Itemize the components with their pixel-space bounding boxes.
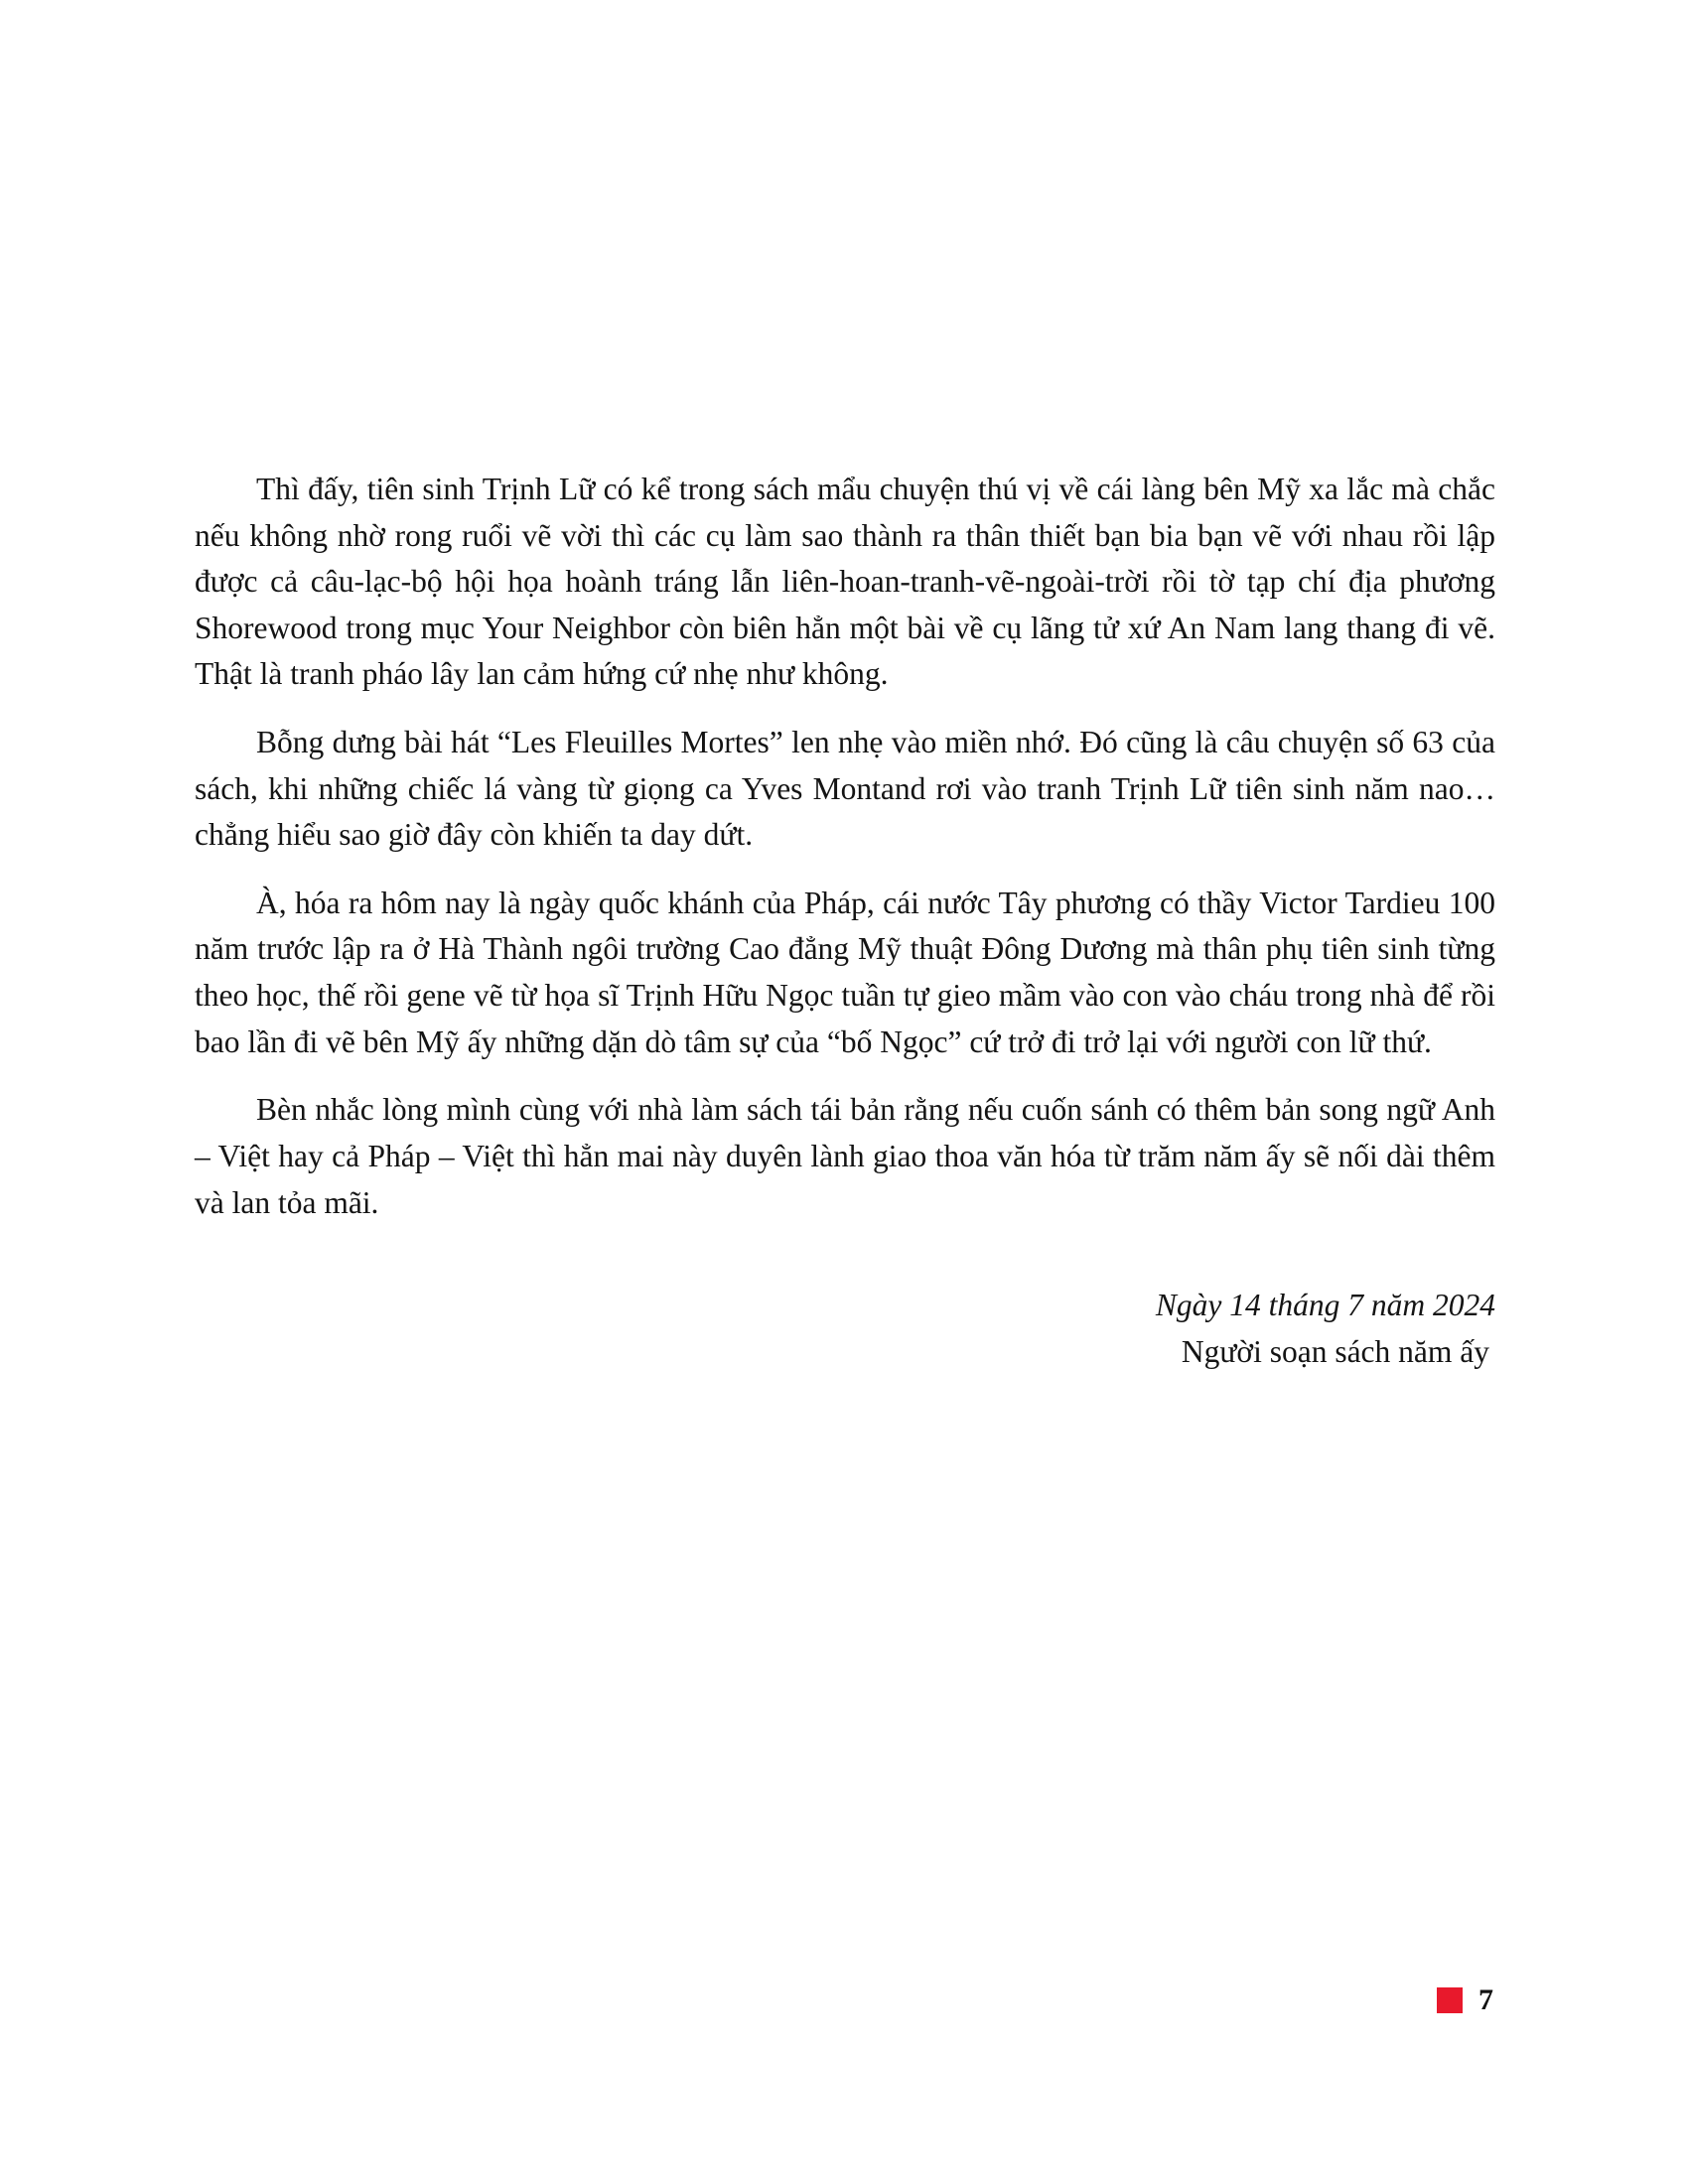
square-marker-icon (1437, 1987, 1463, 2013)
signature-block (195, 1282, 1495, 1376)
signature-author: Người soạn sách năm ấy (1181, 1334, 1489, 1370)
paragraph: Thì đấy, tiên sinh Trịnh Lữ có kể trong sách mẩu chuyện thú vị về cái làng bên Mỹ xa lắc mà chắc nếu không nhờ rong ruổi vẽ vời thì các cụ làm sao thành ra thân thiết bạn bia bạn vẽ với nhau rồi lập được cả câu-lạc-bộ hội họa hoành tráng lẫn liên-hoan-tranh-vẽ-ngoài-trời rồi tờ tạp chí địa phương Shorewood trong mục Your Neighbor còn biên hẳn một bài về cụ lãng tử xứ An Nam lang thang đi vẽ. Thật là tranh pháo lây lan cảm hứng cứ nhẹ như không. (195, 472, 1495, 692)
signature-date: Ngày 14 tháng 7 năm 2024 (1155, 1288, 1495, 1323)
body-text (195, 467, 1495, 1376)
page-footer (1437, 1985, 1493, 2015)
paragraph: À, hóa ra hôm nay là ngày quốc khánh của Pháp, cái nước Tây phương có thầy Victor Tardieu 100 năm trước lập ra ở Hà Thành ngôi trường Cao đẳng Mỹ thuật Đông Dương mà thân phụ tiên sinh từng theo học, thế rồi gene vẽ từ họa sĩ Trịnh Hữu Ngọc tuần tự gieo mầm vào con vào cháu trong nhà để rồi bao lần đi vẽ bên Mỹ ấy những dặn dò tâm sự của “bố Ngọc” cứ trở đi trở lại với người con lữ thứ. (195, 885, 1495, 1059)
paragraph: Bỗng dưng bài hát “Les Fleuilles Mortes” len nhẹ vào miền nhớ. Đó cũng là câu chuyện số 63 của sách, khi những chiếc lá vàng từ giọng ca Yves Montand rơi vào tranh Trịnh Lữ tiên sinh năm nao… chẳng hiểu sao giờ đây còn khiến ta day dứt. (195, 725, 1495, 853)
paragraph: Bèn nhắc lòng mình cùng với nhà làm sách tái bản rằng nếu cuốn sánh có thêm bản song ngữ Anh – Việt hay cả Pháp – Việt thì hẳn mai này duyên lành giao thoa văn hóa từ trăm năm ấy sẽ nối dài thêm và lan tỏa mãi. (195, 1092, 1495, 1220)
page-number: 7 (1478, 1983, 1493, 2016)
